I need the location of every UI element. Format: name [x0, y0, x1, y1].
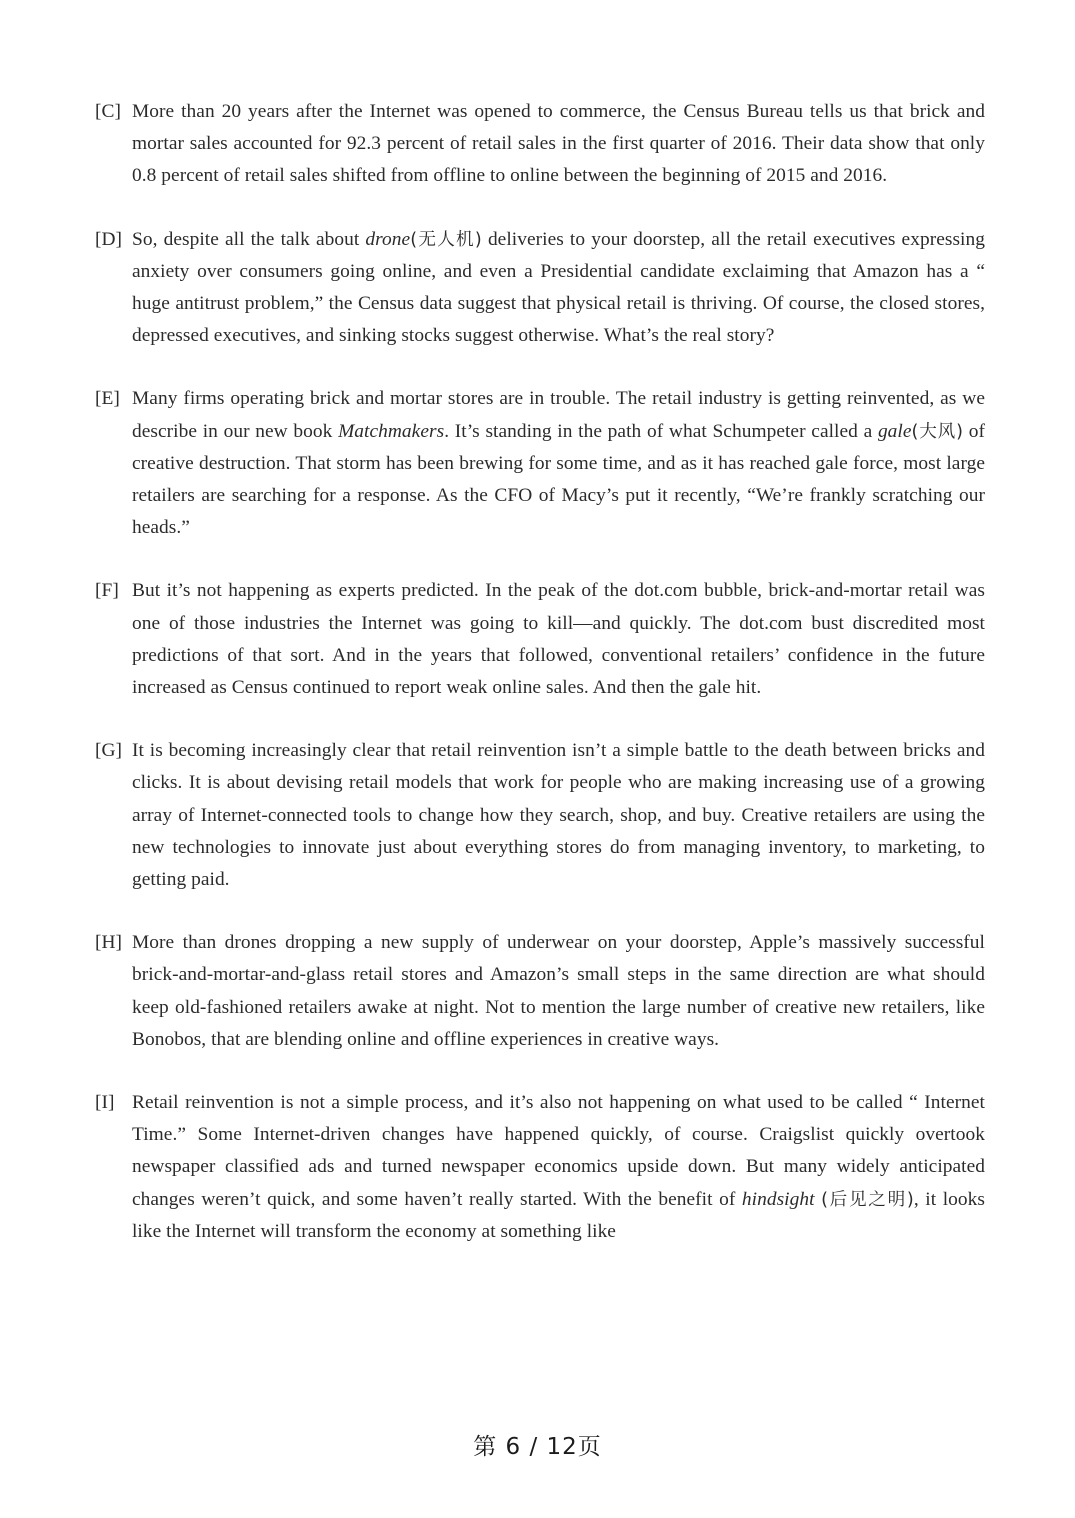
- paragraph-text: [132, 383, 985, 544]
- paragraph-label: [C]: [95, 101, 121, 122]
- paragraph: [95, 735, 985, 896]
- chinese-gloss: (无人机): [410, 229, 482, 250]
- text-run: , it looks like the Internet will transform the economy at something like: [132, 1188, 985, 1242]
- paragraph-label: [G]: [95, 740, 123, 762]
- text-run: Retail reinvention is not a simple process, and it’s also not happening on what used to be called “ Internet Time.” Some Internet-driven changes have happened quickly, of course. Craigslist quickly overtook newspaper classified ads and turned newspaper economics upside down. But many widely anticipated changes weren’t quick, and some haven’t really started. With the benefit of: [132, 1092, 985, 1210]
- italic-term: Matchmakers: [338, 420, 445, 442]
- paragraph-label: [E]: [95, 388, 120, 410]
- text-run: More than 20 years after the Internet was opened to commerce, the Census Bureau tells us that brick and mortar sales accounted for 92.3 percent of retail sales in the first quarter of 2016. Their data show that only 0.8 percent of retail sales shifted from offline to online between the beginning of 2015 and 2016.: [132, 101, 985, 187]
- text-run: Many firms operating brick and mortar stores are in trouble. The retail industry is getting reinvented, as we describe in our new book: [132, 388, 985, 442]
- paragraph-label: [H]: [95, 932, 123, 954]
- text-run: deliveries to your doorstep, all the retail executives expressing anxiety over consumers going online, and even a Presidential candidate exclaiming that Amazon has a “ huge antitrust problem,” the Census data suggest that physical retail is thriving. Of course, the closed stores, depressed executives, and sinking stocks suggest otherwise. What’s the real story?: [132, 228, 985, 347]
- paragraph-text: [132, 575, 985, 704]
- text-run: It is becoming increasingly clear that retail reinvention isn’t a simple battle to the death between bricks and clicks. It is about devising retail models that work for people who are making increasing use of a growing array of Internet-connected tools to change how they search, shop, and buy. Creative retailers are using the new technologies to innovate just about everything stores do from managing inventory, to marketing, to getting paid.: [132, 740, 985, 891]
- paragraph-label: [F]: [95, 580, 119, 602]
- paragraph: [95, 1087, 985, 1248]
- text-run: But it’s not happening as experts predicted. In the peak of the dot.com bubble, brick-and-mortar retail was one of those industries the Internet was going to kill—and quickly. The dot.com bust discredited most predictions of that sort. And in the years that followed, conventional retailers’ confidence in the future increased as Census continued to report weak online sales. And then the gale hit.: [132, 580, 985, 699]
- text-run: of creative destruction. That storm has been brewing for some time, and as it has reached gale force, most large retailers are searching for a response. As the CFO of Macy’s put it recently, “We’re frankly scratching our heads.”: [132, 420, 985, 539]
- italic-term: hindsight: [741, 1188, 815, 1210]
- paragraph: [95, 927, 985, 1056]
- paragraph-text: [132, 927, 985, 1056]
- page-footer: [0, 1432, 1075, 1462]
- page-footer-text: 第 6 / 12页: [473, 1434, 602, 1460]
- italic-term: drone: [365, 228, 411, 250]
- paragraph-text: [132, 224, 985, 353]
- chinese-gloss: (后见之明): [821, 1189, 914, 1210]
- paragraph: [95, 383, 985, 544]
- paragraph: [95, 575, 985, 704]
- paragraph-label: [I]: [95, 1092, 115, 1114]
- chinese-gloss: (大风): [911, 421, 964, 442]
- italic-term: gale: [877, 420, 912, 442]
- document-body: [95, 96, 985, 1248]
- paragraph-text: [132, 735, 985, 896]
- paragraph-label: [D]: [95, 228, 123, 250]
- paragraph: [95, 96, 985, 193]
- text-run: . It’s standing in the path of what Schumpeter called a: [444, 420, 878, 442]
- paragraph-text: [132, 1087, 985, 1248]
- paragraph: [95, 224, 985, 353]
- paragraph-text: [132, 96, 985, 193]
- text-run: So, despite all the talk about: [132, 228, 366, 250]
- text-run: More than drones dropping a new supply of underwear on your doorstep, Apple’s massively successful brick-and-mortar-and-glass retail stores and Amazon’s small steps in the same direction are what should keep old-fashioned retailers awake at night. Not to mention the large number of creative new retailers, like Bonobos, that are blending online and offline experiences in creative ways.: [132, 932, 985, 1050]
